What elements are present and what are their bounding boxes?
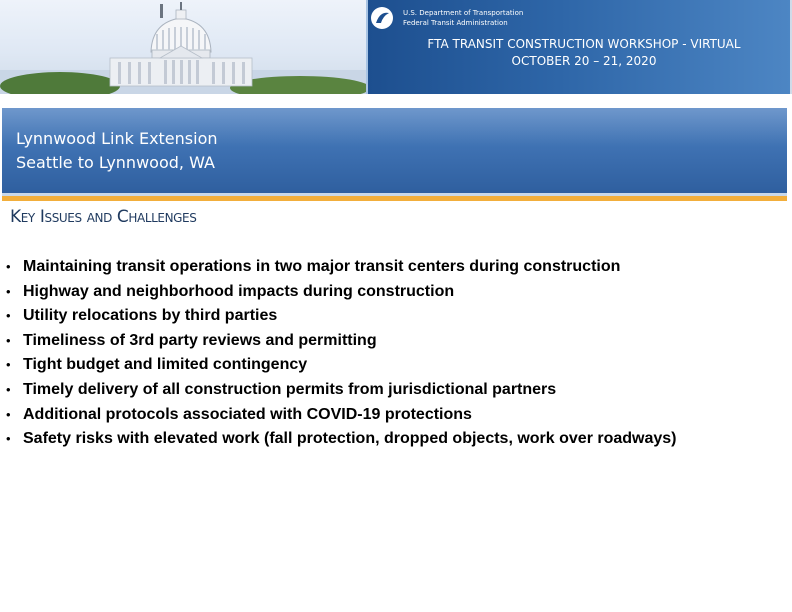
agency-name — [403, 8, 523, 28]
issues-list — [6, 255, 677, 452]
list-item: • Safety risks with elevated work (fall protection, dropped objects, work over roadways) — [6, 427, 677, 452]
project-heading — [16, 127, 218, 175]
list-item: • Maintaining transit operations in two major transit centers during construction — [6, 255, 677, 280]
section-title: Key Issues and Challenges — [10, 207, 197, 227]
capitol-photo — [0, 0, 366, 94]
dot-logo-icon — [371, 7, 393, 29]
workshop-title: FTA TRANSIT CONSTRUCTION WORKSHOP - VIRTUAL — [427, 37, 741, 51]
list-item: • Additional protocols associated with COVID-19 protections — [6, 403, 677, 428]
workshop-title-block — [378, 36, 790, 70]
list-item: • Utility relocations by third parties — [6, 304, 677, 329]
list-item: • Timely delivery of all construction permits from jurisdictional partners — [6, 378, 677, 403]
project-name: Lynnwood Link Extension — [16, 129, 218, 148]
project-location: Seattle to Lynnwood, WA — [16, 153, 215, 172]
agency-line-department: U.S. Department of Transportation — [403, 9, 524, 17]
capitol-building-icon — [0, 0, 366, 94]
list-item: • Timeliness of 3rd party reviews and permitting — [6, 329, 677, 354]
list-item: • Tight budget and limited contingency — [6, 353, 677, 378]
accent-stripe — [2, 196, 787, 201]
workshop-dates: OCTOBER 20 – 21, 2020 — [511, 54, 657, 68]
agency-line-fta: Federal Transit Administration — [403, 19, 508, 27]
header — [0, 0, 792, 94]
list-item: • Highway and neighborhood impacts during construction — [6, 280, 677, 305]
